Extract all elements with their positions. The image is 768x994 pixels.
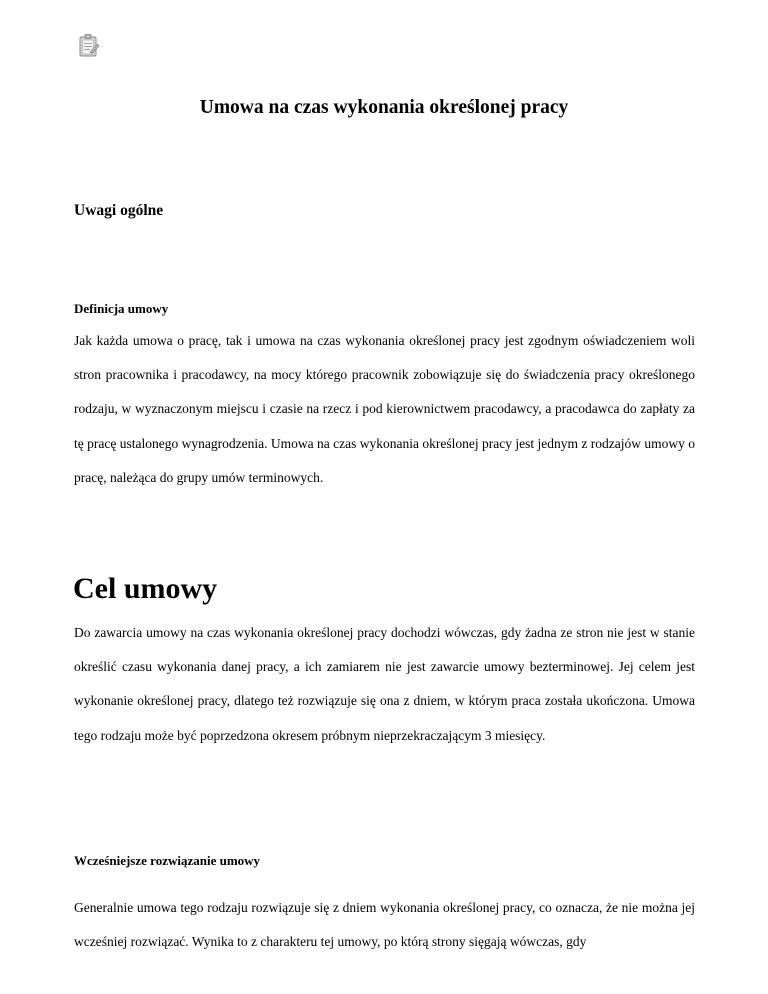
paragraph-purpose: Do zawarcia umowy na czas wykonania określonej pracy dochodzi wówczas, gdy żadna ze stron nie jest w stanie określić czasu wykonania danej pracy, a ich zamiarem nie jest zawarcie umowy bezterminowej. Jej celem jest wykonanie określonej pracy, dlatego też rozwiązuje się ona z dniem, w którym praca została ukończona. Umowa tego rodzaju może być poprzedzona okresem próbnym nieprzekraczającym 3 miesięcy. [74,625,695,743]
section-heading-purpose: Cel umowy [73,572,218,605]
page-title: Umowa na czas wykonania określonej pracy [199,97,569,118]
paragraph-definition: Jak każda umowa o pracę, tak i umowa na czas wykonania określonej pracy jest zgodnym oświadczeniem woli stron pracownika i pracodawcy, na mocy którego pracownik zobowiązuje się do świadczenia pracy określonego rodzaju, w wyznaczonym miejscu i czasie na rzecz i pod kierownictwem pracodawcy, a pracodawca do zapłaty za tę pracę ustalonego wynagrodzenia. Umowa na czas wykonania określonej pracy jest jednym z rodzajów umowy o pracę, należąca do grupy umów terminowych. [74,333,695,485]
section-heading-definition: Definicja umowy [74,301,169,316]
clipboard-icon [78,33,100,59]
section-heading-early-termination: Wcześniejsze rozwiązanie umowy [74,853,261,868]
section-heading-general: Uwagi ogólne [74,202,164,219]
paragraph-early-termination: Generalnie umowa tego rodzaju rozwiązuje się z dniem wykonania określonej pracy, co oznacza, że nie można jej wcześniej rozwiązać. Wynika to z charakteru tej umowy, po którą strony sięgają wówczas, gdy [74,900,695,950]
